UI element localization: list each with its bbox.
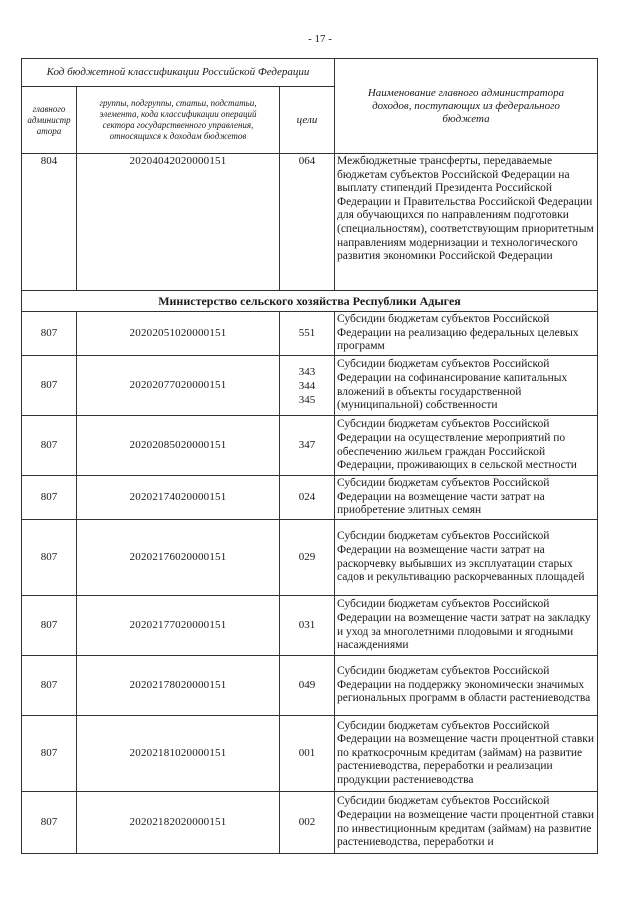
revenue-name: Субсидии бюджетам субъектов Российской Федерации на поддержку экономически значимых региональных программ в области растениеводства [335, 656, 598, 716]
table-row [22, 716, 598, 792]
table-row [22, 520, 598, 596]
admin-code: 807 [22, 416, 77, 476]
table-row [22, 476, 598, 520]
goal-code: 343 [298, 365, 316, 378]
goal-code: 029 [280, 520, 335, 596]
page-number: - 17 - [308, 33, 332, 45]
table-row [22, 416, 598, 476]
table-row [22, 154, 598, 291]
budget-code: 20202077020000151 [77, 356, 280, 416]
revenue-name: Субсидии бюджетам субъектов Российской Федерации на возмещение части процентной ставки по инвестиционным кредитам (займам) на развитие растениеводства, переработки и [335, 792, 598, 854]
budget-code: 20202182020000151 [77, 792, 280, 854]
budget-code: 20202085020000151 [77, 416, 280, 476]
header-row-1 [22, 59, 598, 87]
revenue-name: Субсидии бюджетам субъектов Российской Федерации на возмещение части затрат на раскорчевку выбывших из эксплуатации старых садов и рекультивацию раскорчеванных площадей [335, 520, 598, 596]
table-row [22, 656, 598, 716]
groups-header: группы, подгруппы, статьи, подстатьи, элемента, кода классификации операций сектора государственного управления, относящихся к доходам бюджетов [77, 87, 280, 154]
admin-code: 807 [22, 792, 77, 854]
budget-code: 20202174020000151 [77, 476, 280, 520]
revenue-name: Субсидии бюджетам субъектов Российской Федерации на реализацию федеральных целевых программ [335, 312, 598, 356]
budget-table [21, 58, 598, 854]
kbk-header: Код бюджетной классификации Российской Федерации [22, 59, 335, 87]
goal-code: 024 [280, 476, 335, 520]
revenue-name: Субсидии бюджетам субъектов Российской Федерации на возмещение части процентной ставки по краткосрочным кредитам (займам) на развитие растениеводства, переработки и реализации продукции растениеводства [335, 716, 598, 792]
budget-code: 20202181020000151 [77, 716, 280, 792]
budget-code: 20202051020000151 [77, 312, 280, 356]
admin-code: 807 [22, 476, 77, 520]
table-row [22, 312, 598, 356]
admin-code: 807 [22, 520, 77, 596]
goal-code: 049 [280, 656, 335, 716]
section-row [22, 291, 598, 312]
section-title: Министерство сельского хозяйства Республики Адыгея [22, 291, 598, 312]
admin-code: 807 [22, 312, 77, 356]
table-row [22, 792, 598, 854]
table-row [22, 596, 598, 656]
admin-header: главного администр атора [22, 87, 77, 154]
revenue-name: Субсидии бюджетам субъектов Российской Федерации на софинансирование капитальных вложений в объекты государственной (муниципальной) собственности [335, 356, 598, 416]
budget-code: 20204042020000151 [77, 154, 280, 291]
admin-code: 807 [22, 656, 77, 716]
budget-code: 20202178020000151 [77, 656, 280, 716]
goal-code: 001 [280, 716, 335, 792]
goal-code: 344 [298, 379, 316, 392]
revenue-name: Межбюджетные трансферты, передаваемые бюджетам субъектов Российской Федерации на выплату стипендий Президента Российской Федерации и Правительства Российской Федерации для обучающихся по направлениям подготовки (специальностям), соответствующим приоритетным направлениям модернизации и технологического развития экономики Российской Федерации [335, 154, 598, 291]
budget-code: 20202177020000151 [77, 596, 280, 656]
revenue-name: Субсидии бюджетам субъектов Российской Федерации на возмещение части затрат на закладку и уход за многолетними плодовыми и ягодными насаждениями [335, 596, 598, 656]
goal-code: 347 [280, 416, 335, 476]
budget-code: 20202176020000151 [77, 520, 280, 596]
goal-code: 064 [280, 154, 335, 291]
goal-code: 551 [280, 312, 335, 356]
admin-code: 804 [22, 154, 77, 291]
admin-code: 807 [22, 716, 77, 792]
goal-codes [280, 356, 335, 416]
table-row [22, 356, 598, 416]
name-header: Наименование главного администратора доходов, поступающих из федерального бюджета [335, 59, 598, 154]
revenue-name: Субсидии бюджетам субъектов Российской Федерации на осуществление мероприятий по обеспечению жильем граждан Российской Федерации, проживающих в сельской местности [335, 416, 598, 476]
revenue-name: Субсидии бюджетам субъектов Российской Федерации на возмещение части затрат на приобретение элитных семян [335, 476, 598, 520]
admin-code: 807 [22, 596, 77, 656]
goal-code: 345 [298, 393, 316, 406]
goal-code: 031 [280, 596, 335, 656]
goal-header: цели [280, 87, 335, 154]
admin-code: 807 [22, 356, 77, 416]
goal-code: 002 [280, 792, 335, 854]
